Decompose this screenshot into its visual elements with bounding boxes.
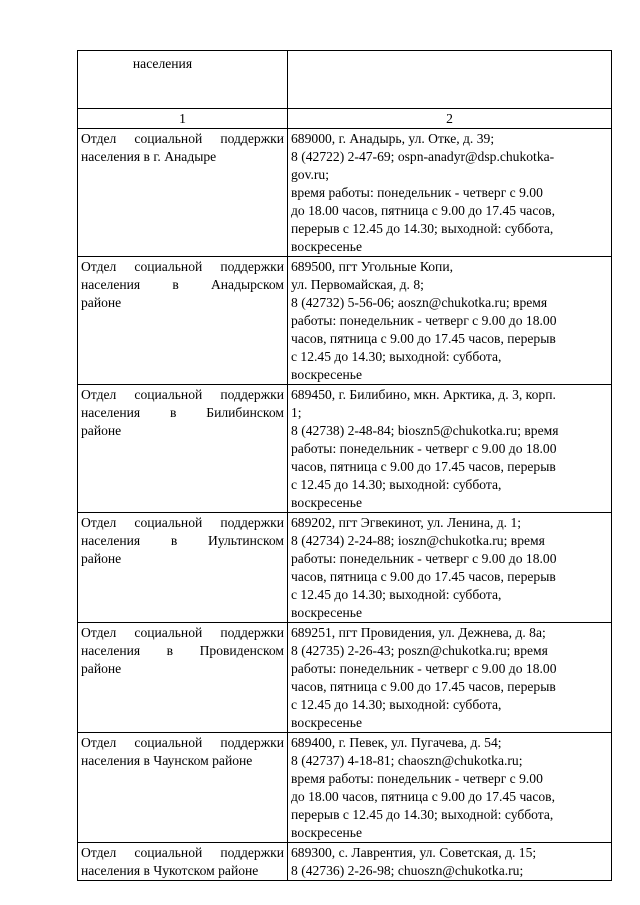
- office-info-line: до 18.00 часов, пятница с 9.00 до 17.45 часов,: [291, 203, 555, 218]
- office-info-line: воскресенье: [291, 825, 363, 840]
- office-info-line: воскресенье: [291, 367, 363, 382]
- office-info-cell: [288, 129, 612, 257]
- office-info-line: с 12.45 до 14.30; выходной: суббота,: [291, 697, 502, 712]
- office-info-line: 8 (42737) 4-18-81; chaoszn@chukotka.ru;: [291, 753, 523, 768]
- office-info-cell: [288, 623, 612, 733]
- office-info-line: ул. Первомайская, д. 8;: [291, 277, 424, 292]
- office-info-line: 689500, пгт Угольные Копи,: [291, 259, 454, 274]
- table-row: [78, 129, 612, 257]
- column-number-2: 2: [288, 109, 612, 129]
- office-info-line: 689202, пгт Эгвекинот, ул. Ленина, д. 1;: [291, 515, 522, 530]
- office-name-line: Отдел социальной поддержки: [81, 845, 284, 860]
- office-info-line: работы: понедельник - четверг с 9.00 до 18.00: [291, 661, 557, 676]
- office-name-cell: [78, 623, 288, 733]
- office-name-line: населения в Провиденском: [81, 643, 284, 658]
- office-info-cell: [288, 385, 612, 513]
- office-info-line: 8 (42734) 2-24-88; ioszn@chukotka.ru; время: [291, 533, 545, 548]
- office-info-line: с 12.45 до 14.30; выходной: суббота,: [291, 477, 502, 492]
- office-name-line: населения в Билибинском: [81, 405, 284, 420]
- office-info-cell: [288, 843, 612, 881]
- office-name-line: Отдел социальной поддержки: [81, 625, 284, 640]
- column-number-1: 1: [78, 109, 288, 129]
- office-name-cell: [78, 257, 288, 385]
- offices-table: [77, 50, 612, 881]
- office-info-line: часов, пятница с 9.00 до 17.45 часов, перерыв: [291, 569, 556, 584]
- office-name-cell: [78, 129, 288, 257]
- office-name-line: Отдел социальной поддержки: [81, 735, 284, 750]
- table-row: [78, 385, 612, 513]
- office-name-line: населения в г. Анадыре: [81, 149, 217, 164]
- table-row: [78, 513, 612, 623]
- office-info-line: часов, пятница с 9.00 до 17.45 часов, перерыв: [291, 459, 556, 474]
- office-info-line: 689400, г. Певек, ул. Пугачева, д. 54;: [291, 735, 502, 750]
- header-continuation-row: [78, 51, 612, 109]
- office-name-cell: [78, 385, 288, 513]
- office-info-line: воскресенье: [291, 495, 363, 510]
- header-continuation-text: населения: [132, 56, 193, 71]
- office-info-line: 8 (42736) 2-26-98; chuoszn@chukotka.ru;: [291, 863, 524, 878]
- office-info-line: 1;: [291, 405, 302, 420]
- office-info-line: до 18.00 часов, пятница с 9.00 до 17.45 часов,: [291, 789, 555, 804]
- office-name-cell: [78, 513, 288, 623]
- office-info-line: перерыв с 12.45 до 14.30; выходной: суббота,: [291, 807, 554, 822]
- office-info-line: работы: понедельник - четверг с 9.00 до 18.00: [291, 441, 557, 456]
- office-info-cell: [288, 513, 612, 623]
- office-info-line: 689251, пгт Провидения, ул. Дежнева, д. 8а;: [291, 625, 546, 640]
- office-name-line: Отдел социальной поддержки: [81, 387, 284, 402]
- office-name-cell: [78, 733, 288, 843]
- office-info-line: воскресенье: [291, 715, 363, 730]
- office-info-line: время работы: понедельник - четверг с 9.00: [291, 185, 543, 200]
- office-info-line: с 12.45 до 14.30; выходной: суббота,: [291, 349, 502, 364]
- office-name-line: Отдел социальной поддержки: [81, 131, 284, 146]
- office-info-cell: [288, 733, 612, 843]
- office-info-line: 8 (42738) 2-48-84; bioszn5@chukotka.ru; время: [291, 423, 559, 438]
- office-info-line: gov.ru;: [291, 167, 330, 182]
- office-info-line: 8 (42732) 5-56-06; aoszn@chukotka.ru; время: [291, 295, 548, 310]
- header-continuation-col1: [78, 51, 288, 109]
- column-number-row: [78, 109, 612, 129]
- office-name-line: районе: [81, 551, 122, 566]
- office-info-line: 689000, г. Анадырь, ул. Отке, д. 39;: [291, 131, 495, 146]
- office-name-line: Отдел социальной поддержки: [81, 515, 284, 530]
- office-name-line: Отдел социальной поддержки: [81, 259, 284, 274]
- office-info-line: воскресенье: [291, 239, 363, 254]
- office-info-line: с 12.45 до 14.30; выходной: суббота,: [291, 587, 502, 602]
- office-info-line: 689300, с. Лаврентия, ул. Советская, д. 15;: [291, 845, 537, 860]
- office-info-line: 8 (42722) 2-47-69; ospn-anadyr@dsp.chukotka-: [291, 149, 555, 164]
- office-name-line: районе: [81, 423, 122, 438]
- table-row: [78, 257, 612, 385]
- office-info-line: перерыв с 12.45 до 14.30; выходной: суббота,: [291, 221, 554, 236]
- office-info-line: часов, пятница с 9.00 до 17.45 часов, перерыв: [291, 679, 556, 694]
- office-info-line: часов, пятница с 9.00 до 17.45 часов, перерыв: [291, 331, 556, 346]
- table-row: [78, 623, 612, 733]
- table-row: [78, 843, 612, 881]
- office-name-line: районе: [81, 661, 122, 676]
- office-name-line: населения в Анадырском: [81, 277, 284, 292]
- office-info-cell: [288, 257, 612, 385]
- office-name-line: населения в Иультинском: [81, 533, 284, 548]
- header-continuation-col2: [288, 51, 612, 109]
- office-info-line: работы: понедельник - четверг с 9.00 до 18.00: [291, 313, 557, 328]
- office-info-line: 8 (42735) 2-26-43; poszn@chukotka.ru; время: [291, 643, 548, 658]
- office-name-cell: [78, 843, 288, 881]
- table-row: [78, 733, 612, 843]
- office-name-line: населения в Чукотском районе: [81, 863, 259, 878]
- office-name-line: населения в Чаунском районе: [81, 753, 253, 768]
- office-info-line: время работы: понедельник - четверг с 9.00: [291, 771, 543, 786]
- office-name-line: районе: [81, 295, 122, 310]
- office-info-line: работы: понедельник - четверг с 9.00 до 18.00: [291, 551, 557, 566]
- office-info-line: 689450, г. Билибино, мкн. Арктика, д. 3, корп.: [291, 387, 556, 402]
- office-info-line: воскресенье: [291, 605, 363, 620]
